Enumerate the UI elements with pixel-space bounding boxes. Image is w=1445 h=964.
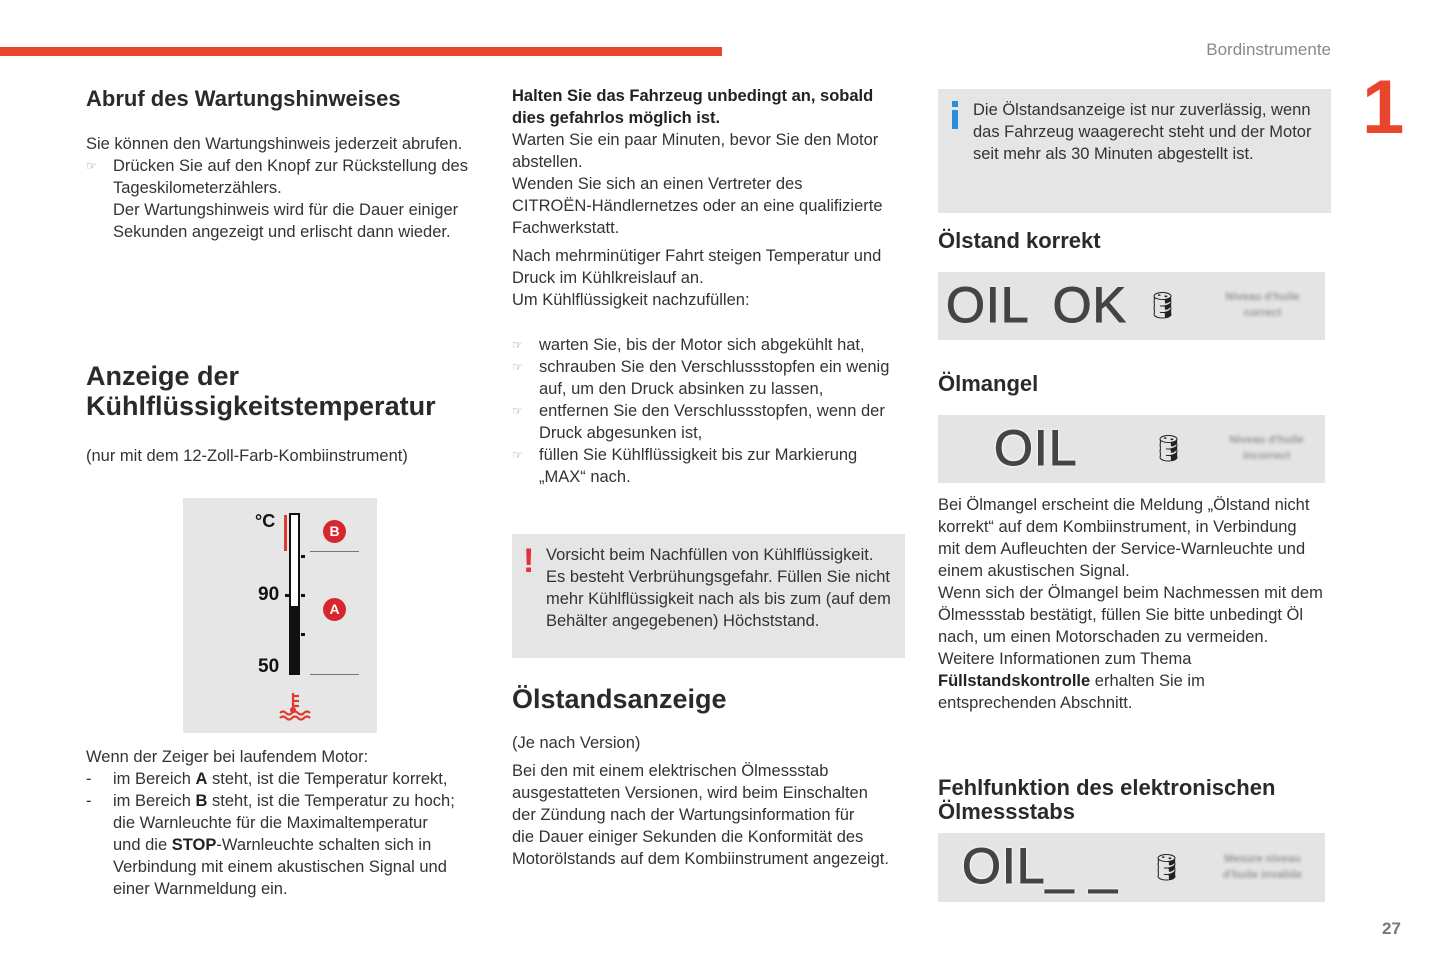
text-line: Motorölstands auf dem Kombiinstrument angezeigt. <box>512 850 889 868</box>
unit-label: °C <box>255 511 276 531</box>
oil-can-icon: 🛢 <box>1152 433 1186 463</box>
red-zone-mark <box>284 515 287 551</box>
chapter-number: 1 <box>1362 65 1405 150</box>
oil-fault-display <box>938 833 1325 902</box>
bullet-item: ☞ entfernen Sie den Verschlussstopfen, wenn der <box>512 400 889 422</box>
line: mit dem Aufleuchten der Service-Warnleuchte und <box>938 540 1306 558</box>
line: Verbindung mit einem akustischen Signal und <box>113 858 447 876</box>
bullet-item: ☞ füllen Sie Kühlflüssigkeit bis zur Markierung <box>512 444 889 466</box>
tick <box>301 633 305 636</box>
zone-b-badge: B <box>323 520 346 543</box>
text-line: Vorsicht beim Nachfüllen von Kühlflüssigkeit. <box>546 546 874 564</box>
text-line: mehr Kühlflüssigkeit nach als bis zum (auf dem <box>546 590 891 608</box>
line: auf, um den Druck absinken zu lassen, <box>539 380 824 398</box>
stop-instruction <box>512 85 873 129</box>
coolant-temperature-icon <box>278 691 312 721</box>
text-line: Druck im Kühlkreislauf an. <box>512 269 704 287</box>
line: „MAX“ nach. <box>539 468 631 486</box>
text-line: CITROËN-Händlernetzes oder an eine qualifizierte <box>512 197 883 215</box>
tick <box>301 555 305 558</box>
text-line: Behälter angegebenen) Höchststand. <box>546 612 820 630</box>
oil-can-icon: 🛢 <box>1146 290 1180 320</box>
service-text <box>86 133 468 243</box>
text-line: ausgestatteten Versionen, wird beim Einschalten <box>512 784 868 802</box>
line: Füllstandskontrolle erhalten Sie im <box>938 672 1205 690</box>
oil-low-text <box>938 494 1323 714</box>
display-text: OIL_ _ <box>962 838 1119 894</box>
line: Wenn sich der Ölmangel beim Nachmessen mit dem <box>938 584 1323 602</box>
line: entsprechenden Abschnitt. <box>938 694 1133 712</box>
paragraph <box>86 133 468 155</box>
oil-ok-display <box>938 272 1325 340</box>
gauge-fill <box>289 606 300 675</box>
info-text <box>973 99 1311 165</box>
line: Wenn der Zeiger bei laufendem Motor: <box>86 748 369 766</box>
text-line: Es besteht Verbrühungsgefahr. Füllen Sie nicht <box>546 568 890 586</box>
bullet-item: ☞ warten Sie, bis der Motor sich abgekühlt hat, <box>512 334 889 356</box>
display-caption: Mesure niveau d'huile invalide <box>1222 853 1303 881</box>
text-line: abstellen. <box>512 153 583 171</box>
text-line: Die Ölstandsanzeige ist nur zuverlässig, wenn <box>973 101 1311 119</box>
heading-coolant-temp <box>86 361 436 421</box>
text-line: Nach mehrminütiger Fahrt steigen Temperatur und <box>512 247 882 265</box>
tick-label-50: 50 <box>258 656 280 677</box>
coolant-gauge-illustration <box>183 498 377 733</box>
text-line: Fachwerkstatt. <box>512 219 620 237</box>
line: nach, um einen Motorschaden zu vermeiden. <box>938 628 1269 646</box>
text-line: Warten Sie ein paar Minuten, bevor Sie den Motor <box>512 131 879 149</box>
warning-icon: ! <box>523 542 535 580</box>
text-line: Bei den mit einem elektrischen Ölmessstab <box>512 762 829 780</box>
display-text: OIL OK <box>946 277 1127 333</box>
line: korrekt“ auf dem Kombiinstrument, in Verbindung <box>938 518 1297 536</box>
oil-can-icon: 🛢 <box>1150 852 1184 882</box>
version-note: (Je nach Version) <box>512 734 641 752</box>
text-line: Halten Sie das Fahrzeug unbedingt an, sobald <box>512 87 874 105</box>
line: Weitere Informationen zum Thema <box>938 650 1192 668</box>
line: Der Wartungshinweis wird für die Dauer einiger <box>113 201 459 219</box>
line: Anzeige der <box>86 361 240 391</box>
heading-service-recall: Abruf des Wartungshinweises <box>86 86 401 111</box>
info-icon <box>951 101 959 129</box>
paragraph <box>512 129 883 239</box>
warning-box <box>512 534 905 658</box>
line: ☞ Drücken Sie auf den Knopf zur Rückstellung des <box>113 157 468 175</box>
text-line: Sie können den Wartungshinweis jederzeit abrufen. <box>86 135 463 153</box>
text-line: seit mehr als 30 Minuten abgestellt ist. <box>973 145 1254 163</box>
line: und die STOP-Warnleuchte schalten sich in <box>113 836 432 854</box>
zone-line <box>310 551 359 552</box>
bullet-item <box>86 155 468 177</box>
heading-oil-low: Ölmangel <box>938 371 1039 396</box>
line: Ölmessstab bestätigt, füllen Sie bitte unbedingt Öl <box>938 606 1304 624</box>
dash-item: - im Bereich A steht, ist die Temperatur korrekt, <box>86 768 455 790</box>
accent-bar <box>0 47 722 56</box>
line: Druck abgesunken ist, <box>539 424 703 442</box>
heading-dipstick-fault: Fehlfunktion des elektronischen Ölmessstabs <box>938 775 1276 824</box>
page-number: 27 <box>1382 919 1401 938</box>
line: die Warnleuchte für die Maximaltemperatur <box>113 814 428 832</box>
tick <box>285 594 289 597</box>
text-line: Um Kühlflüssigkeit nachzufüllen: <box>512 291 750 309</box>
text-line: der Zündung nach der Wartungsinformation für <box>512 806 855 824</box>
bullet-item: ☞ schrauben Sie den Verschlussstopfen ein wenig <box>512 356 889 378</box>
section-title: Bordinstrumente <box>1206 40 1331 59</box>
gauge-explanation <box>86 746 455 900</box>
text-line: Wenden Sie sich an einen Vertreter des <box>512 175 803 193</box>
info-box <box>938 89 1331 213</box>
oil-low-display <box>938 415 1325 483</box>
paragraph <box>512 760 889 870</box>
line: Tageskilometerzählers. <box>113 179 282 197</box>
display-text: OIL <box>994 420 1078 476</box>
line: Bei Ölmangel erscheint die Meldung „Ölstand nicht <box>938 496 1310 514</box>
zone-a-badge: A <box>323 598 346 621</box>
text-line: dies gefahrlos möglich ist. <box>512 109 721 127</box>
line: Sekunden angezeigt und erlischt dann wieder. <box>113 223 451 241</box>
heading-oil-level: Ölstandsanzeige <box>512 684 727 714</box>
line: einem akustischen Signal. <box>938 562 1130 580</box>
text-line: die Dauer einiger Sekunden die Konformität des <box>512 828 864 846</box>
tick-label-90: 90 <box>258 584 280 605</box>
warning-text <box>546 544 891 632</box>
zone-line <box>310 674 359 675</box>
paragraph <box>512 245 881 311</box>
line: Kühlflüssigkeitstemperatur <box>86 391 436 421</box>
refill-steps <box>512 334 889 488</box>
dash-item: - im Bereich B steht, ist die Temperatur zu hoch; <box>86 790 455 812</box>
text-line: das Fahrzeug waagerecht steht und der Motor <box>973 123 1312 141</box>
line: einer Warnmeldung ein. <box>113 880 288 898</box>
heading-oil-ok: Ölstand korrekt <box>938 228 1101 253</box>
tick <box>301 594 305 597</box>
note: (nur mit dem 12-Zoll-Farb-Kombiinstrument) <box>86 447 408 465</box>
display-caption: Niveau d'huile correct <box>1225 291 1300 319</box>
link-fuellstandskontrolle[interactable]: Füllstandskontrolle <box>938 672 1091 690</box>
display-caption: Niveau d'huile incorrect <box>1229 434 1304 462</box>
